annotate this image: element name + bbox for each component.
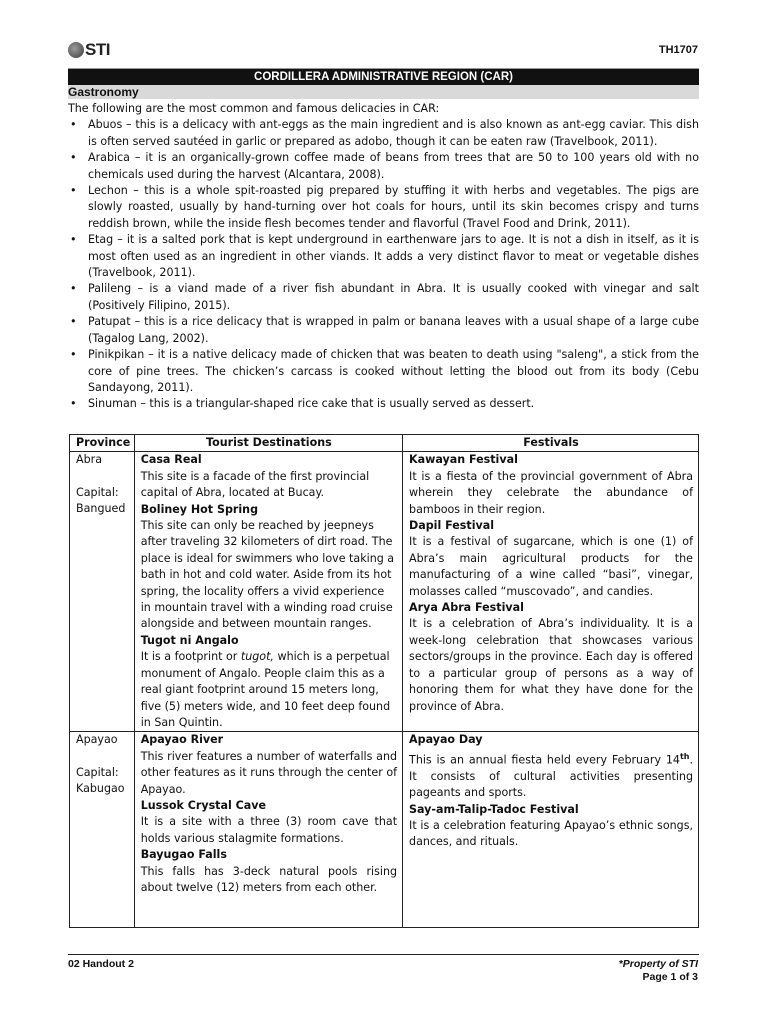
list-item [68,150,699,183]
table-row [70,732,699,928]
delicacy-text: Arabica – it is an organically-grown coffee made of beans from trees that are 50 to 100 years old with no chemicals used during the harvest (Alcantara, 2008). [88,151,699,181]
destination-desc: It is a site with a three (3) room cave that holds various stalagmite formations. [140,815,398,845]
delicacy-text: Palileng – is a viand made of a river fish abundant in Abra. It is usually cooked with vinegar and salt (Positively Filipino, 2015). [88,282,699,312]
destination-desc: It is a footprint or tugot, which is a perpetual monument of Angalo. People claim this as a real giant footprint around 15 meters long, five (5) meters wide, and 10 feet deep found in San Quintin. [140,650,391,729]
festival-name: Dapil Festival [409,519,495,533]
page-number: Page 1 of 3 [642,971,698,983]
list-item [68,396,699,412]
bullet-icon: • [70,315,77,329]
capital-label: Capital: [76,765,119,779]
festival-name: Say-am-Talip-Tadoc Festival [409,802,579,816]
destination-desc: This site is a facade of the first provincial capital of Abra, located at Bucay. [140,469,370,500]
list-item [68,183,699,232]
list-item [68,347,699,396]
festival-name: Arya Abra Festival [409,601,524,615]
festivals-cell [403,732,699,928]
province-cell [70,452,135,732]
table-header-row [70,435,699,452]
handout-label: 02 Handout 2 [68,958,134,970]
header-destinations: Tourist Destinations [134,435,402,452]
bullet-icon: • [70,282,77,296]
bullet-icon: • [70,184,77,198]
section-title: Gastronomy [68,85,699,99]
document-code: TH1707 [658,44,698,56]
bullet-icon: • [70,233,77,247]
destination-desc: This river features a number of waterfalls and other features as it runs through the center of Apayao. [140,749,398,796]
delicacy-list [68,117,699,412]
province-name: Abra [76,453,102,467]
festival-desc: It is a fiesta of the provincial government of Abra wherein they celebrate the abundance of bamboos in their region. [409,469,693,516]
province-name: Apayao [76,733,118,747]
list-item [68,117,699,150]
list-item [68,281,699,314]
festival-desc: It is a celebration of Abra’s individuality. It is a week-long celebration that showcases various sectors/groups in the province. Each day is offered to a particular group of persons as a way of honoring them for what they have done for the province of Abra. [409,617,693,713]
list-item [68,314,699,347]
bullet-icon: • [70,118,77,132]
region-banner: CORDILLERA ADMINISTRATIVE REGION (CAR) [68,68,699,85]
header-festivals: Festivals [403,435,699,452]
destination-desc: This falls has 3-deck natural pools rising about twelve (12) meters from each other. [140,864,398,894]
province-cell [70,732,135,928]
tourism-table [69,434,699,928]
property-label: *Property of STI [618,958,698,970]
destination-desc: This site can only be reached by jeepneys after traveling 32 kilometers of dirt road. The place is ideal for swimmers who love taking a bath in hot and cold water. Aside from its hot spring, the locality offers a vivid experience in mountain travel with a winding road cruise alongside and between mountain ranges. [140,519,395,631]
delicacy-text: Lechon – this is a whole spit-roasted pig prepared by stuffing it with herbs and vegetables. The pigs are slowly roasted, usually by hand-turning over hot coals for hours, until its skin becomes crispy and turns reddish brown, while the inside flesh becomes tender and flavorful (Travel Food and Drink, 2011). [88,184,699,230]
capital-name: Kabugao [76,782,125,796]
destinations-cell [134,452,402,732]
delicacy-text: Sinuman – this is a triangular-shaped rice cake that is usually served as dessert. [88,397,535,411]
capital-name: Bangued [76,502,126,516]
festival-name: Apayao Day [409,733,483,747]
destination-name: Casa Real [140,453,202,467]
festivals-cell [403,452,699,732]
festival-desc: It is a celebration featuring Apayao’s ethnic songs, dances, and rituals. [409,819,693,849]
table-row [70,452,699,732]
destination-name: Apayao River [140,733,224,747]
footer-divider [68,954,699,955]
bullet-icon: • [70,397,77,411]
gastronomy-section [68,101,699,413]
bullet-icon: • [70,151,77,165]
bullet-icon: • [70,348,77,362]
festival-desc: It is a festival of sugarcane, which is one (1) of Abra’s main agricultural products for the manufacturing of a wine called “basi”, vinegar, molasses called “muscovado”, and candies. [409,535,693,598]
delicacy-text: Abuos – this is a delicacy with ant-eggs as the main ingredient and is also known as ant-egg caviar. This dish is often served sautéed in garlic or prepared as adobo, though it can be eaten raw (Travelbook, 2011). [88,118,699,148]
destination-name: Tugot ni Angalo [140,633,239,647]
delicacy-text: Etag – it is a salted pork that is kept underground in earthenware jars to age. It is not a dish in itself, as it is most often used as an ingredient in other viands. It adds a very distinct flavor to meat or vegetable dishes (Travelbook, 2011). [88,233,699,280]
footer-right [619,958,698,984]
destination-name: Bayugao Falls [140,848,227,862]
globe-icon [68,42,84,58]
sti-logo [68,40,110,60]
list-item [68,232,699,281]
delicacy-text: Pinikpikan – it is a native delicacy made of chicken that was beaten to death using "saleng", a stick from the core of pine trees. The chicken’s carcass is cooked without letting the blood out from its body (Cebu Sandayong, 2011). [88,348,699,394]
header-province: Province [70,435,135,452]
destination-name: Lussok Crystal Cave [140,798,267,812]
festival-desc: This is an annual fiesta held every February 14th. It consists of cultural activities presenting pageants and sports. [409,751,693,800]
destination-name: Boliney Hot Spring [140,502,259,516]
delicacy-text: Patupat – this is a rice delicacy that is wrapped in palm or banana leaves with a usual shape of a large cube (Tagalog Lang, 2002). [88,315,699,345]
intro-text: The following are the most common and famous delicacies in CAR: [68,102,440,115]
destinations-cell [134,732,402,928]
logo-text: STI [85,40,110,59]
festival-name: Kawayan Festival [409,453,518,467]
capital-label: Capital: [76,485,119,499]
